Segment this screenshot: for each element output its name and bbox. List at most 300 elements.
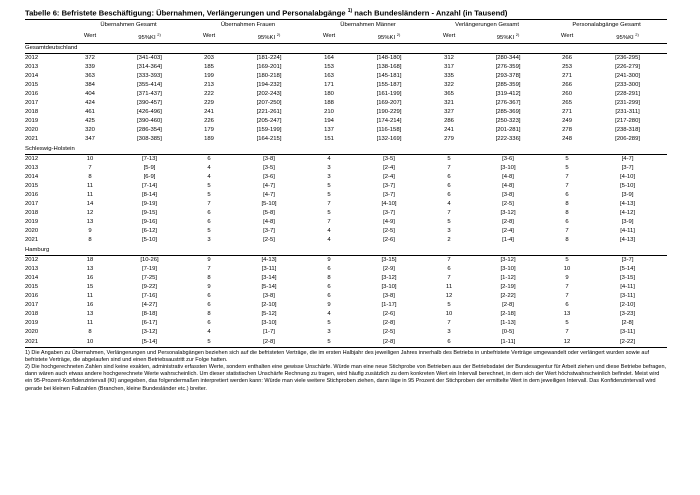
year-cell: 2016	[25, 90, 39, 97]
ci-cell: [3-5]	[263, 164, 275, 171]
ci-cell: [3-7]	[621, 164, 634, 171]
ci-cell: [2-8]	[230, 338, 308, 348]
value-cell: 265	[562, 100, 572, 107]
ci-cell: [9-16]	[141, 219, 158, 226]
ci-cell: [3-23]	[620, 311, 636, 318]
ci-cell: [4-13]	[620, 237, 636, 244]
table-row	[25, 255, 667, 265]
year-cell: 2019	[25, 219, 39, 226]
ci-cell: [2-18]	[500, 311, 516, 318]
value-cell: 365	[444, 90, 454, 97]
value-cell: 13	[86, 311, 94, 318]
value-cell: 8	[88, 237, 92, 244]
ci-cell: [236-295]	[615, 54, 641, 61]
year-cell: 2017	[25, 201, 39, 208]
ci-cell: [4-13]	[620, 201, 636, 208]
value-cell: 180	[324, 90, 334, 97]
ci-cell: [3-9]	[621, 192, 634, 198]
ci-cell: [7-16]	[141, 293, 158, 300]
value-cell: 7	[447, 164, 451, 171]
value-cell: 3	[327, 173, 331, 180]
table-row	[25, 99, 667, 108]
ci-cell: [390-457]	[137, 100, 162, 107]
table-row	[25, 236, 667, 245]
column-header-ki: 95%KI $^{2)}$	[350, 30, 428, 43]
ci-cell: [333-393]	[137, 72, 162, 79]
ci-cell: [1-7]	[263, 329, 275, 336]
ci-cell: [4-27]	[141, 302, 158, 309]
year-cell: 2015	[25, 283, 39, 290]
year-cell: 2018	[25, 109, 39, 116]
value-cell: 6	[207, 320, 211, 327]
ci-cell: [371-437]	[137, 90, 162, 97]
year-cell: 2013	[25, 63, 39, 70]
value-cell: 4	[207, 329, 211, 336]
value-cell: 6	[327, 293, 331, 300]
value-cell: 8	[207, 311, 211, 318]
value-cell: 6	[565, 192, 569, 198]
value-cell: 188	[324, 100, 334, 107]
value-cell: 4	[327, 155, 331, 162]
value-cell: 6	[447, 192, 451, 198]
ci-cell: [1-17]	[381, 302, 397, 309]
ci-cell: [4-8]	[502, 173, 514, 180]
ci-cell: [3-6]	[263, 173, 275, 180]
value-cell: 5	[565, 155, 569, 162]
ci-cell: [5-10]	[261, 201, 277, 208]
value-cell: 13	[86, 265, 94, 272]
table-row	[25, 154, 667, 164]
value-cell: 327	[444, 109, 454, 116]
year-cell: 2012	[25, 155, 39, 162]
ci-cell: [4-11]	[620, 228, 635, 235]
value-cell: 3	[327, 164, 331, 171]
table-row	[25, 328, 667, 337]
value-cell: 372	[85, 54, 95, 61]
value-cell: 7	[447, 274, 451, 281]
ci-cell: [5-14]	[620, 265, 636, 272]
ci-cell: [6-12]	[141, 228, 158, 235]
value-cell: 4	[207, 164, 211, 171]
ci-cell: [250-323]	[495, 118, 521, 125]
ci-cell: [5-8]	[263, 210, 275, 217]
footnote: 1) Die Angaben zu Übernahmen, Verlängerungen und Personalabgängen beziehen sich auf die befristeten Verträge, die im ersten Halbjahr des jeweiligen Jahres innerhalb des Betriebs in unbefristete Verträge umgewandelt oder verlängert wurden sowie auf befristete Verträge, die abgelaufen sind und einen Betriebsaustritt zur Folge hatten.	[25, 349, 650, 363]
ci-cell: [231-299]	[615, 100, 641, 107]
section-label: Schleswig-Holstein	[25, 145, 667, 155]
column-header-ki: 95%KI $^{2)}$	[111, 30, 188, 43]
ci-cell: [4-12]	[620, 210, 636, 217]
ci-cell: [3-12]	[500, 256, 516, 263]
value-cell: 13	[563, 311, 571, 318]
value-cell: 4	[207, 173, 211, 180]
value-cell: 164	[324, 54, 334, 61]
ci-cell: [285-359]	[495, 81, 521, 88]
value-cell: 137	[324, 127, 334, 134]
value-cell: 8	[565, 201, 569, 208]
ci-cell: [5-10]	[620, 182, 636, 189]
ci-cell: [4-10]	[381, 201, 397, 208]
value-cell: 266	[562, 81, 572, 88]
value-cell: 16	[86, 274, 94, 281]
table-row	[25, 301, 667, 310]
year-cell: 2019	[25, 118, 39, 125]
ci-cell: [426-496]	[137, 109, 162, 116]
value-cell: 7	[447, 210, 451, 217]
ci-cell: [2-4]	[383, 173, 395, 180]
table-row	[25, 53, 667, 63]
ci-cell: [4-7]	[263, 182, 275, 189]
year-cell: 2017	[25, 302, 39, 309]
ci-cell: [308-385]	[137, 136, 162, 143]
table-row	[25, 182, 667, 191]
column-header-wert: Wert	[308, 30, 350, 43]
value-cell: 5	[207, 182, 211, 189]
ci-cell: [155-187]	[376, 81, 402, 88]
table-row	[25, 63, 667, 72]
value-cell: 7	[447, 256, 451, 263]
table-row	[25, 135, 667, 144]
value-cell: 12	[546, 338, 588, 348]
ci-cell: [2-22]	[500, 293, 516, 300]
ci-cell: [231-311]	[615, 109, 640, 116]
value-cell: 363	[85, 72, 95, 79]
value-cell: 5	[188, 338, 230, 348]
value-cell: 11	[86, 182, 94, 189]
value-cell: 7	[565, 173, 569, 180]
value-cell: 8	[88, 329, 92, 336]
ci-cell: [8-14]	[141, 192, 158, 198]
value-cell: 179	[204, 127, 214, 134]
ci-cell: [355-414]	[137, 81, 162, 88]
ci-cell: [341-403]	[137, 54, 162, 61]
ci-cell: [181-224]	[256, 54, 282, 61]
ci-cell: [2-10]	[620, 302, 636, 309]
section-label: Hamburg	[25, 246, 667, 256]
ci-cell: [1-13]	[500, 320, 516, 327]
year-cell: 2015	[25, 81, 39, 88]
ci-cell: [5-12]	[261, 311, 277, 318]
value-cell: 10	[445, 311, 453, 318]
value-cell: 11	[86, 320, 94, 327]
ci-cell: [3-9]	[621, 219, 634, 226]
value-cell: 14	[86, 201, 94, 208]
ci-cell: [276-367]	[495, 100, 521, 107]
ci-cell: [4-9]	[383, 219, 395, 226]
value-cell: 13	[86, 219, 94, 226]
value-cell: 8	[565, 237, 569, 244]
value-cell: 8	[565, 210, 569, 217]
year-cell: 2016	[25, 192, 39, 198]
year-cell: 2014	[25, 72, 39, 79]
year-cell: 2018	[25, 311, 39, 318]
value-cell: 6	[207, 219, 211, 226]
ci-cell: [3-12]	[381, 274, 397, 281]
ci-cell: [145-181]	[376, 72, 402, 79]
value-cell: 6	[207, 293, 211, 300]
column-header-ki: 95%KI $^{2)}$	[588, 30, 667, 43]
ci-cell: [3-12]	[500, 210, 516, 217]
value-cell: 213	[204, 81, 214, 88]
value-cell: 7	[327, 201, 331, 208]
value-cell: 6	[565, 302, 569, 309]
value-cell: 9	[88, 228, 92, 235]
value-cell: 6	[207, 155, 211, 162]
ci-cell: [169-201]	[256, 63, 282, 70]
ci-cell: [4-7]	[621, 155, 634, 162]
table-row	[25, 72, 667, 81]
table-row	[25, 191, 667, 200]
ci-cell: [7-13]	[141, 155, 158, 162]
table-row	[25, 108, 667, 117]
ci-cell: [2-22]	[588, 338, 667, 348]
value-cell: 229	[204, 100, 214, 107]
ci-cell: [3-5]	[383, 155, 395, 162]
value-cell: 10	[69, 338, 111, 348]
table-row	[25, 173, 667, 182]
ci-cell: [3-10]	[261, 320, 277, 327]
ci-cell: [285-369]	[495, 109, 521, 116]
value-cell: 347	[85, 136, 95, 143]
value-cell: 199	[204, 72, 214, 79]
value-cell: 16	[86, 302, 94, 309]
value-cell: 6	[447, 182, 451, 189]
title-footnote-ref: 1)	[347, 8, 353, 14]
year-cell: 2021	[25, 136, 39, 143]
ci-cell: [3-12]	[141, 329, 158, 336]
ci-cell: [174-214]	[376, 118, 402, 125]
value-cell: 7	[565, 329, 569, 336]
value-cell: 6	[428, 338, 470, 348]
ci-cell: [5-9]	[143, 164, 156, 171]
value-cell: 241	[444, 127, 454, 134]
value-cell: 189	[204, 136, 214, 143]
section-header-row	[25, 145, 667, 155]
ci-cell: [206-289]	[615, 136, 641, 143]
ci-cell: [2-4]	[502, 228, 514, 235]
ci-cell: [6-17]	[141, 320, 158, 327]
value-cell: 6	[447, 265, 451, 272]
value-cell: 7	[207, 265, 211, 272]
ci-cell: [3-6]	[502, 155, 514, 162]
value-cell: 6	[207, 210, 211, 217]
ci-cell: [2-10]	[261, 302, 277, 309]
year-cell: 2014	[25, 173, 39, 180]
table-row	[25, 265, 667, 274]
data-table	[25, 19, 667, 348]
table-row	[25, 319, 667, 328]
ci-cell: [1-4]	[502, 237, 514, 244]
table-row	[25, 200, 667, 209]
ci-cell: [3-8]	[502, 192, 514, 198]
year-cell: 2012	[25, 54, 39, 61]
year-cell: 2020	[25, 127, 39, 134]
value-cell: 5	[327, 320, 331, 327]
value-cell: 7	[565, 283, 569, 290]
ci-cell: [205-247]	[256, 118, 282, 125]
column-header-wert: Wert	[428, 30, 470, 43]
ci-cell: [1-11]	[470, 338, 546, 348]
ci-cell: [3-7]	[621, 256, 634, 263]
ci-cell: [293-378]	[495, 72, 521, 79]
value-cell: 5	[565, 320, 569, 327]
ci-cell: [0-5]	[502, 329, 514, 336]
ci-cell: [3-10]	[500, 164, 516, 171]
ci-cell: [194-232]	[256, 81, 282, 88]
value-cell: 7	[207, 201, 211, 208]
year-cell: 2021	[25, 338, 69, 348]
value-cell: 322	[444, 81, 454, 88]
value-cell: 7	[327, 219, 331, 226]
ci-cell: [148-180]	[376, 54, 402, 61]
ci-cell: [202-243]	[256, 90, 282, 97]
value-cell: 2	[447, 237, 451, 244]
ci-cell: [3-7]	[263, 228, 275, 235]
footnote: 2) Die hochgerechneten Zahlen sind keine exakten, administrativ erfassten Werte, sondern enthalten eine gewisse Unschärfe. Würde man eine neue Stichprobe von Betrieben aus der Betriebsdatei der Bundesagentur für Arbeit ziehen und diese Betriebe befragen, dann wären auch etwas andere hochgerechnete Werte wahrscheinlich. Um dieser statistischen Unschärfe Rechnung zu tragen, wird häufig zusätzlich zu dem konkreten Wert ein Intervall berechnet, in dem sich der Wert höchstwahrscheinlich befindet. Meist wird ein 95-Prozent-Konfidenzintervall (KI) angegeben, das folgendermaßen interpretiert werden kann: Würde man viele weitere Stichproben ziehen, dann läge in 95 Prozent der Stichproben der ermittelte Wert in dem jeweiligen Intervall. Das Konfidenzintervall wird gerade bei kleinen Fallzahlen (Branchen, kleine Bundesländer etc.) breiter.	[25, 364, 667, 392]
ci-cell: [217-280]	[615, 118, 641, 125]
year-cell: 2020	[25, 228, 39, 235]
ci-cell: [280-344]	[495, 54, 521, 61]
value-cell: 5	[308, 338, 350, 348]
ci-cell: [3-10]	[381, 283, 397, 290]
value-cell: 226	[204, 118, 214, 125]
year-cell: 2014	[25, 274, 39, 281]
ci-cell: [4-8]	[502, 182, 514, 189]
ci-cell: [5-14]	[111, 338, 188, 348]
value-cell: 5	[207, 192, 211, 198]
value-cell: 7	[88, 164, 92, 171]
value-cell: 6	[447, 173, 451, 180]
ci-cell: [2-19]	[500, 283, 516, 290]
value-cell: 6	[565, 219, 569, 226]
value-cell: 4	[327, 228, 331, 235]
ci-cell: [7-25]	[141, 274, 158, 281]
table-row	[25, 218, 667, 227]
ci-cell: [5-14]	[261, 283, 277, 290]
ci-cell: [2-8]	[383, 320, 395, 327]
value-cell: 3	[447, 329, 451, 336]
section-label: Gesamtdeutschland	[25, 43, 667, 53]
year-cell: 2020	[25, 329, 39, 336]
value-cell: 4	[447, 201, 451, 208]
value-cell: 7	[447, 320, 451, 327]
ci-cell: [233-300]	[615, 81, 641, 88]
ci-cell: [9-15]	[141, 210, 158, 217]
ci-cell: [180-218]	[256, 72, 282, 79]
ci-cell: [9-22]	[141, 283, 158, 290]
table-row	[25, 126, 667, 135]
ci-cell: [228-291]	[615, 90, 641, 97]
table-container	[25, 6, 667, 393]
group-header-row	[25, 19, 667, 30]
value-cell: 12	[445, 293, 453, 300]
ci-cell: [3-15]	[620, 274, 636, 281]
ci-cell: [3-10]	[500, 265, 516, 272]
ci-cell: [3-15]	[381, 256, 397, 263]
ci-cell: [7-19]	[141, 265, 158, 272]
value-cell: 5	[447, 302, 451, 309]
footnotes	[25, 350, 667, 393]
ci-cell: [9-19]	[141, 201, 158, 208]
value-cell: 9	[327, 302, 331, 309]
table-row	[25, 338, 667, 348]
ci-cell: [161-199]	[376, 90, 402, 97]
table-row	[25, 283, 667, 292]
ci-cell: [2-8]	[621, 320, 634, 327]
ci-cell: [159-199]	[256, 127, 282, 134]
value-cell: 3	[327, 329, 331, 336]
ci-cell: [8-18]	[141, 311, 158, 318]
value-cell: 222	[204, 90, 214, 97]
value-cell: 286	[444, 118, 454, 125]
ci-cell: [2-6]	[383, 311, 395, 318]
value-cell: 335	[444, 72, 454, 79]
value-cell: 425	[85, 118, 95, 125]
value-cell: 271	[562, 109, 572, 116]
column-header-wert: Wert	[69, 30, 111, 43]
ci-cell: [241-300]	[615, 72, 641, 79]
ci-cell: [390-460]	[137, 118, 162, 125]
ci-cell: [201-281]	[495, 127, 521, 134]
table-row	[25, 292, 667, 301]
year-cell: 2021	[25, 237, 39, 244]
value-cell: 210	[324, 109, 334, 116]
value-cell: 253	[562, 63, 572, 70]
value-cell: 339	[85, 63, 95, 70]
ci-cell: [319-412]	[495, 90, 521, 97]
value-cell: 6	[327, 283, 331, 290]
year-cell: 2015	[25, 182, 39, 189]
value-cell: 6	[207, 302, 211, 309]
value-cell: 320	[85, 127, 95, 134]
value-cell: 3	[207, 237, 211, 244]
value-cell: 5	[565, 256, 569, 263]
value-cell: 5	[565, 164, 569, 171]
ci-cell: [4-11]	[620, 283, 635, 290]
value-cell: 151	[324, 136, 334, 143]
ci-cell: [132-169]	[376, 136, 402, 143]
value-cell: 279	[444, 136, 454, 143]
ci-cell: [2-5]	[502, 201, 514, 208]
year-cell: 2019	[25, 320, 39, 327]
ci-cell: [116-158]	[376, 127, 402, 134]
ci-cell: [4-13]	[261, 256, 277, 263]
ci-cell: [276-359]	[495, 63, 521, 70]
value-cell: 241	[204, 109, 214, 116]
value-cell: 15	[86, 283, 94, 290]
ci-cell: [3-11]	[261, 265, 277, 272]
ci-cell: [2-8]	[502, 302, 514, 309]
group-header: Personalabgänge Gesamt	[546, 19, 667, 30]
table-row	[25, 274, 667, 283]
year-cell: 2016	[25, 293, 39, 300]
value-cell: 9	[327, 256, 331, 263]
group-header: Verlängerungen Gesamt	[428, 19, 546, 30]
ci-cell: [2-5]	[263, 237, 275, 244]
table-row	[25, 310, 667, 319]
group-header: Übernahmen Frauen	[188, 19, 308, 30]
ci-cell: [207-250]	[256, 100, 282, 107]
value-cell: 260	[562, 90, 572, 97]
table-title: Tabelle 6: Befristete Beschäftigung: Übernahmen, Verlängerungen und Personalabgänge $^{1)}$ nach Bundesländern - Anzahl (in Tausend)	[25, 8, 508, 18]
column-header-row	[25, 30, 667, 43]
table-row	[25, 90, 667, 99]
ci-cell: [3-7]	[383, 210, 395, 217]
table-row	[25, 117, 667, 126]
value-cell: 5	[327, 192, 331, 198]
value-cell: 153	[324, 63, 334, 70]
ci-cell: [2-4]	[383, 164, 395, 171]
ci-cell: [3-8]	[263, 155, 275, 162]
